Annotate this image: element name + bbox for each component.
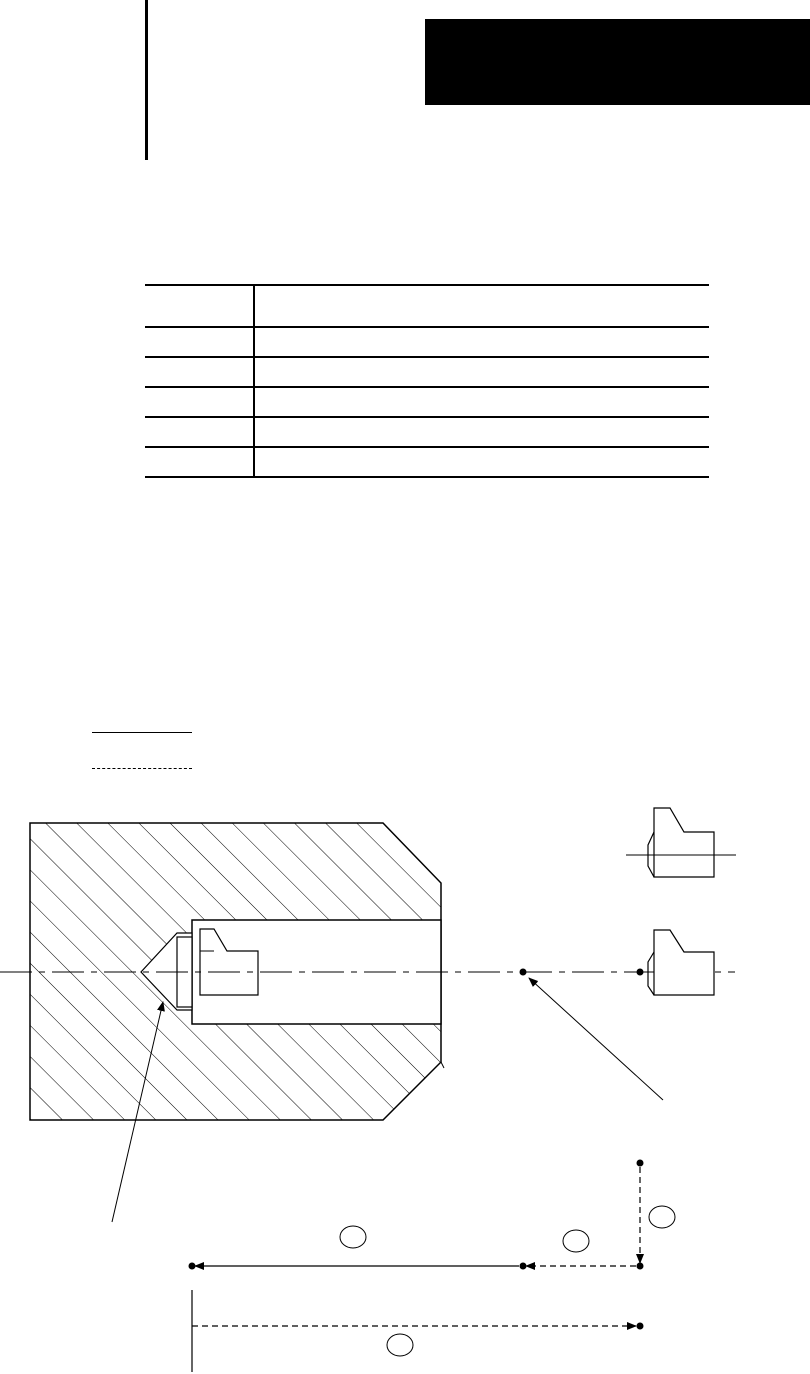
reference-point	[520, 969, 527, 976]
table-cell	[254, 417, 709, 447]
table-cell	[254, 327, 709, 357]
chapter-title	[425, 19, 810, 75]
tool-start-position	[648, 930, 714, 995]
table-row	[145, 447, 709, 477]
table-cell	[145, 285, 254, 327]
reference-leader	[529, 978, 663, 1100]
step-marker	[387, 1334, 413, 1356]
table-cell	[254, 447, 709, 477]
legend-dashed-line	[92, 756, 192, 769]
table-row	[145, 357, 709, 387]
table-row	[145, 327, 709, 357]
table-cell	[254, 357, 709, 387]
margin-rule	[145, 0, 148, 160]
table-header-row	[145, 285, 709, 327]
table-cell	[145, 327, 254, 357]
start-point	[637, 969, 644, 976]
legend-solid-line	[92, 720, 192, 733]
table-row	[145, 417, 709, 447]
table-row	[145, 387, 709, 417]
table-cell	[145, 387, 254, 417]
turning-diagram	[0, 790, 810, 1374]
step-markers	[340, 1206, 675, 1356]
chapter-header-block	[425, 19, 810, 105]
table-cell	[145, 447, 254, 477]
table-cell	[254, 387, 709, 417]
tool-path	[189, 1160, 644, 1373]
step-marker	[649, 1206, 675, 1228]
parameter-table	[145, 284, 709, 478]
step-marker	[563, 1230, 589, 1252]
table-cell	[145, 357, 254, 387]
table-cell	[145, 417, 254, 447]
tool-top-right	[626, 808, 736, 877]
step-marker	[340, 1226, 366, 1248]
table-cell	[254, 285, 709, 327]
